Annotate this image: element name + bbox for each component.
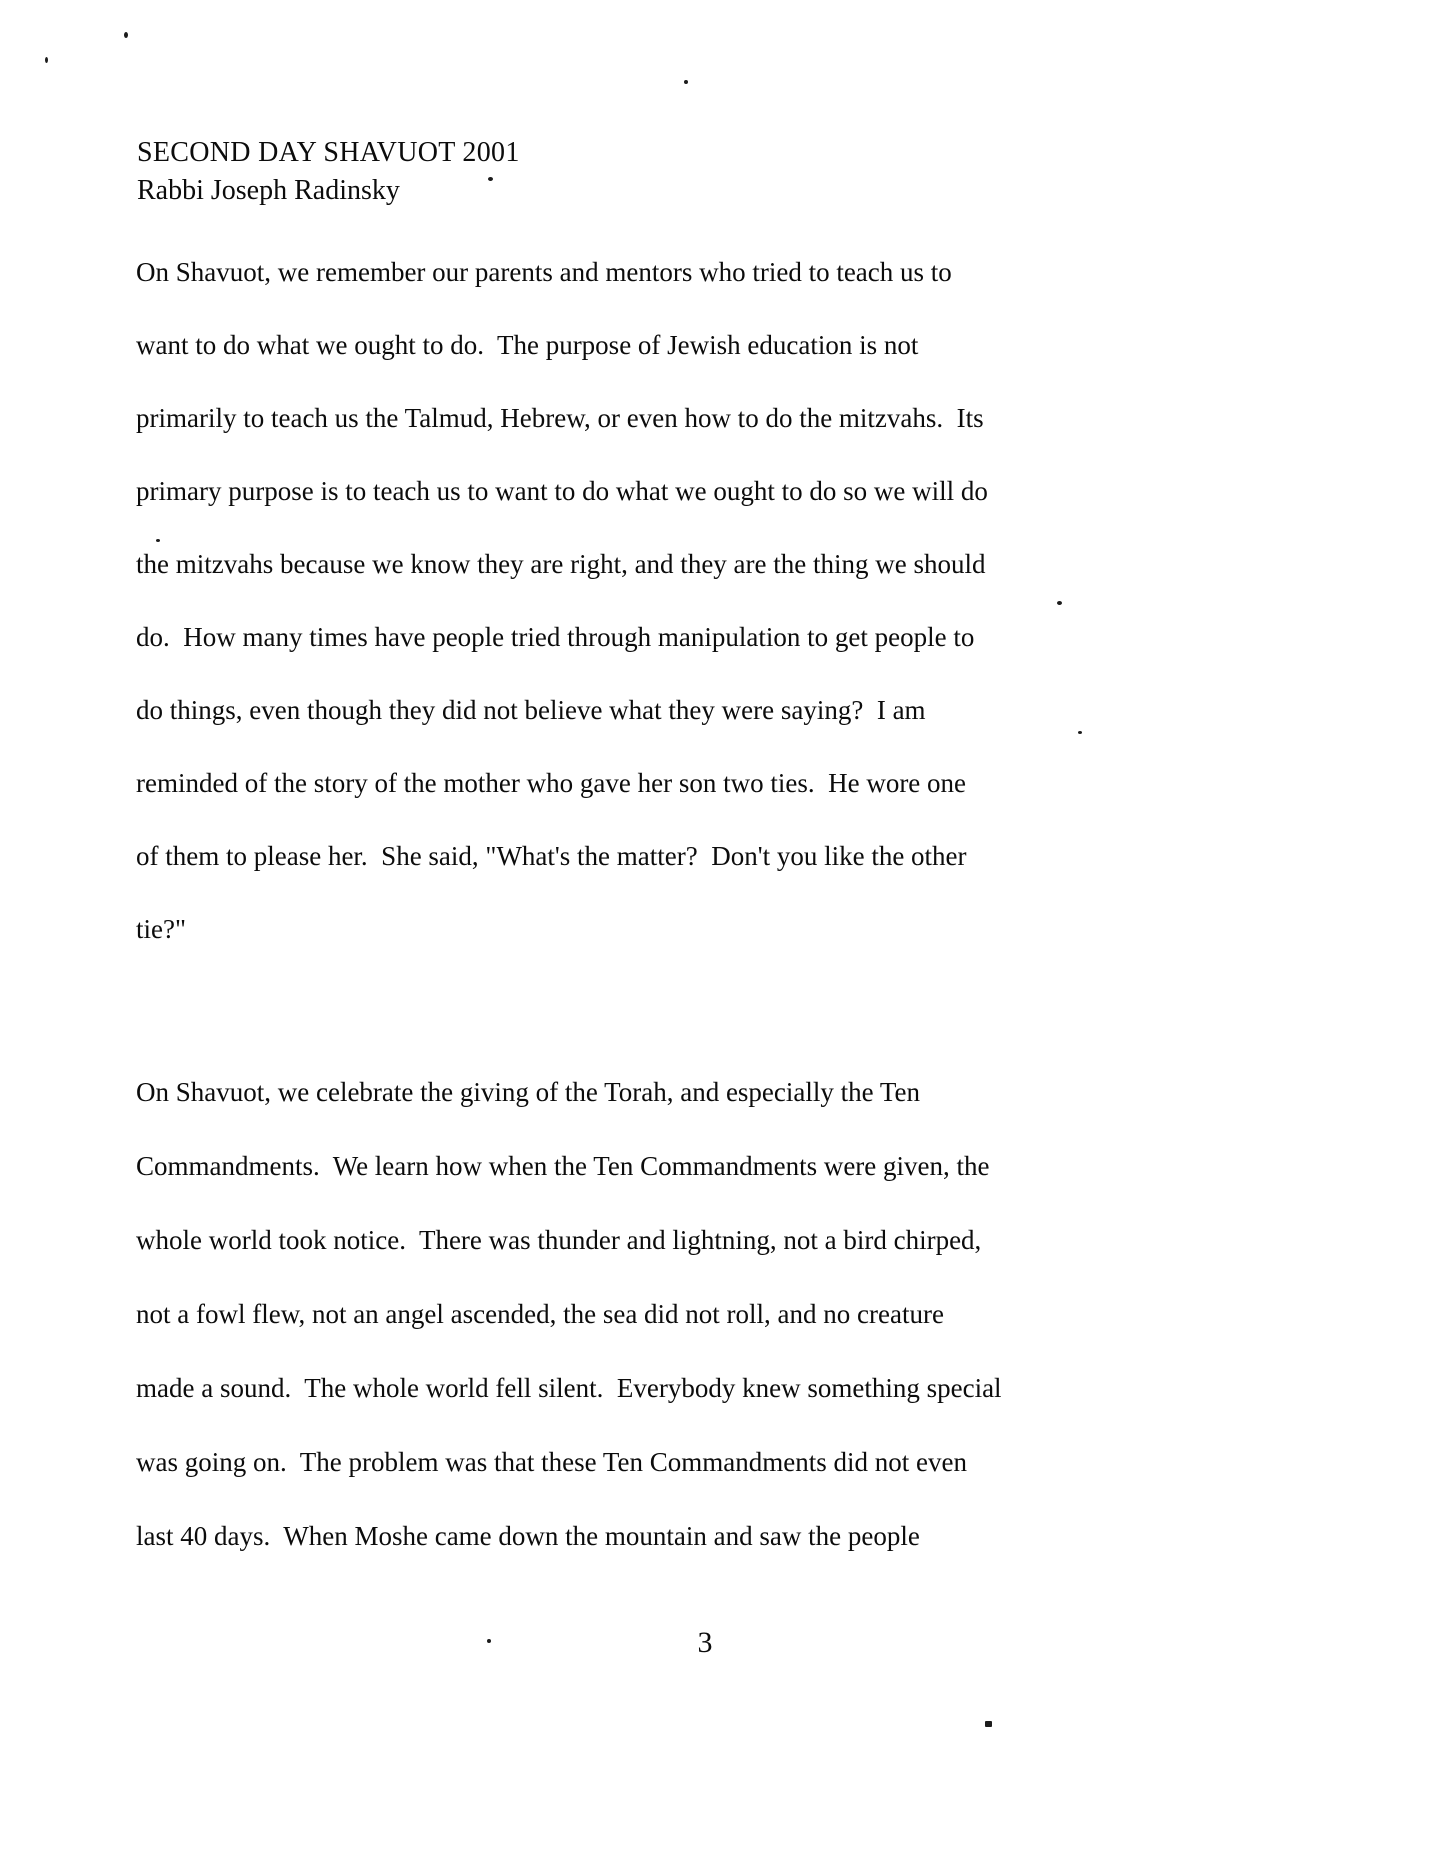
scan-speck (156, 539, 160, 542)
document-header (137, 134, 520, 210)
text-line: made a sound. The whole world fell silent. Everybody knew something special (136, 1373, 1002, 1403)
text-line: reminded of the story of the mother who gave her son two ties. He wore one (136, 768, 967, 798)
scan-speck (488, 177, 493, 181)
text-line: primary purpose is to teach us to want to do what we ought to do so we will do (136, 476, 988, 506)
scan-speck (487, 1639, 491, 1643)
scan-speck (1078, 731, 1082, 734)
text-line: was going on. The problem was that these Ten Commandments did not even (136, 1447, 967, 1477)
text-line: Commandments. We learn how when the Ten Commandments were given, the (136, 1151, 990, 1181)
text-line: whole world took notice. There was thunder and lightning, not a bird chirped, (136, 1225, 982, 1255)
text-line: of them to please her. She said, "What's the matter? Don't you like the other (136, 841, 967, 871)
text-line: want to do what we ought to do. The purpose of Jewish education is not (136, 330, 919, 360)
text-line: do. How many times have people tried through manipulation to get people to (136, 622, 975, 652)
scan-speck (684, 80, 688, 84)
document-author: Rabbi Joseph Radinsky (137, 175, 400, 206)
document-title: SECOND DAY SHAVUOT 2001 (137, 137, 520, 168)
paragraph-1 (136, 236, 988, 966)
text-line: On Shavuot, we remember our parents and mentors who tried to teach us to (136, 257, 952, 287)
text-line: On Shavuot, we celebrate the giving of the Torah, and especially the Ten (136, 1077, 920, 1107)
paragraph-2 (136, 1055, 1002, 1573)
text-line: do things, even though they did not believe what they were saying? I am (136, 695, 926, 725)
text-line: tie?" (136, 914, 186, 944)
scan-speck (985, 1721, 992, 1727)
scan-speck (124, 32, 128, 38)
scan-speck (45, 57, 48, 63)
text-line: primarily to teach us the Talmud, Hebrew, or even how to do the mitzvahs. Its (136, 403, 984, 433)
text-line: the mitzvahs because we know they are right, and they are the thing we should (136, 549, 986, 579)
text-line: not a fowl flew, not an angel ascended, the sea did not roll, and no creature (136, 1299, 944, 1329)
text-line: last 40 days. When Moshe came down the mountain and saw the people (136, 1521, 920, 1551)
page-number: 3 (697, 1626, 713, 1659)
scan-speck (1057, 601, 1062, 605)
